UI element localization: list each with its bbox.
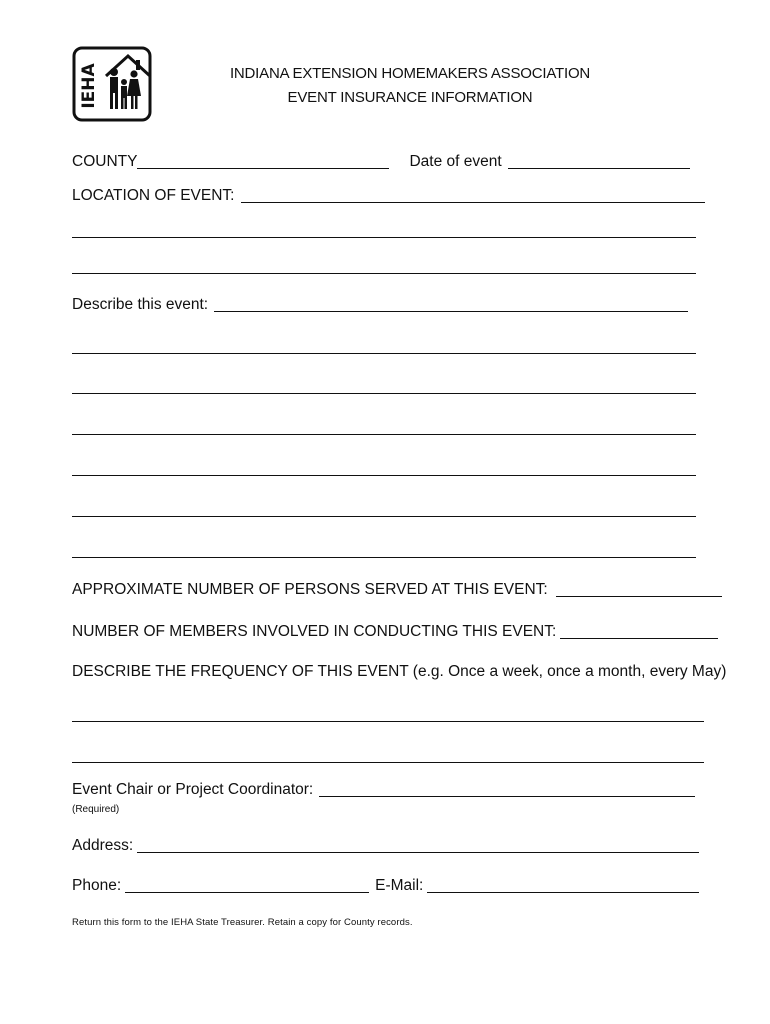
location-line-3[interactable] xyxy=(72,273,696,274)
persons-served-label: APPROXIMATE NUMBER OF PERSONS SERVED AT THIS EVENT: xyxy=(72,581,548,598)
describe-line-3[interactable] xyxy=(72,393,696,394)
email-label: E-Mail: xyxy=(375,877,424,894)
phone-field[interactable] xyxy=(125,876,369,893)
frequency-label: DESCRIBE THE FREQUENCY OF THIS EVENT (e.g. Once a week, once a month, every May) xyxy=(72,663,727,680)
svg-text:IEHA: IEHA xyxy=(79,63,99,109)
describe-line-6[interactable] xyxy=(72,516,696,517)
org-title: INDIANA EXTENSION HOMEMAKERS ASSOCIATION xyxy=(229,65,591,82)
location-line-2[interactable] xyxy=(72,237,696,238)
frequency-line-1[interactable] xyxy=(72,721,704,722)
county-date-row xyxy=(72,152,702,171)
frequency-row xyxy=(72,663,726,681)
location-field[interactable] xyxy=(241,186,705,203)
phone-email-row xyxy=(72,876,699,895)
chair-field[interactable] xyxy=(319,780,695,797)
describe-field[interactable] xyxy=(214,295,688,312)
house-family-logo-icon xyxy=(72,46,152,122)
describe-line-2[interactable] xyxy=(72,353,696,354)
describe-line-5[interactable] xyxy=(72,475,696,476)
persons-served-field[interactable] xyxy=(556,580,722,597)
members-row xyxy=(72,622,718,641)
location-row xyxy=(72,186,705,205)
email-field[interactable] xyxy=(427,876,699,893)
describe-line-4[interactable] xyxy=(72,434,696,435)
chair-row xyxy=(72,780,695,799)
address-label: Address: xyxy=(72,837,134,854)
members-field[interactable] xyxy=(560,622,718,639)
describe-label: Describe this event: xyxy=(72,296,209,313)
county-field[interactable] xyxy=(137,152,389,169)
location-label: LOCATION OF EVENT: xyxy=(72,187,235,204)
phone-label: Phone: xyxy=(72,877,122,894)
address-field[interactable] xyxy=(137,836,699,853)
persons-served-row xyxy=(72,580,722,599)
describe-row xyxy=(72,295,688,314)
date-field[interactable] xyxy=(508,152,690,169)
describe-line-7[interactable] xyxy=(72,557,696,558)
required-note: (Required) xyxy=(72,804,120,815)
chair-label: Event Chair or Project Coordinator: xyxy=(72,781,314,798)
footer-note: Return this form to the IEHA State Treasurer. Retain a copy for County records. xyxy=(72,917,413,928)
frequency-line-2[interactable] xyxy=(72,762,704,763)
date-label: Date of event xyxy=(409,153,502,170)
county-label: COUNTY xyxy=(72,153,138,170)
members-label: NUMBER OF MEMBERS INVOLVED IN CONDUCTING THIS EVENT: xyxy=(72,623,557,640)
ieha-logo xyxy=(72,46,152,122)
address-row xyxy=(72,836,699,855)
form-title: EVENT INSURANCE INFORMATION xyxy=(287,89,533,106)
